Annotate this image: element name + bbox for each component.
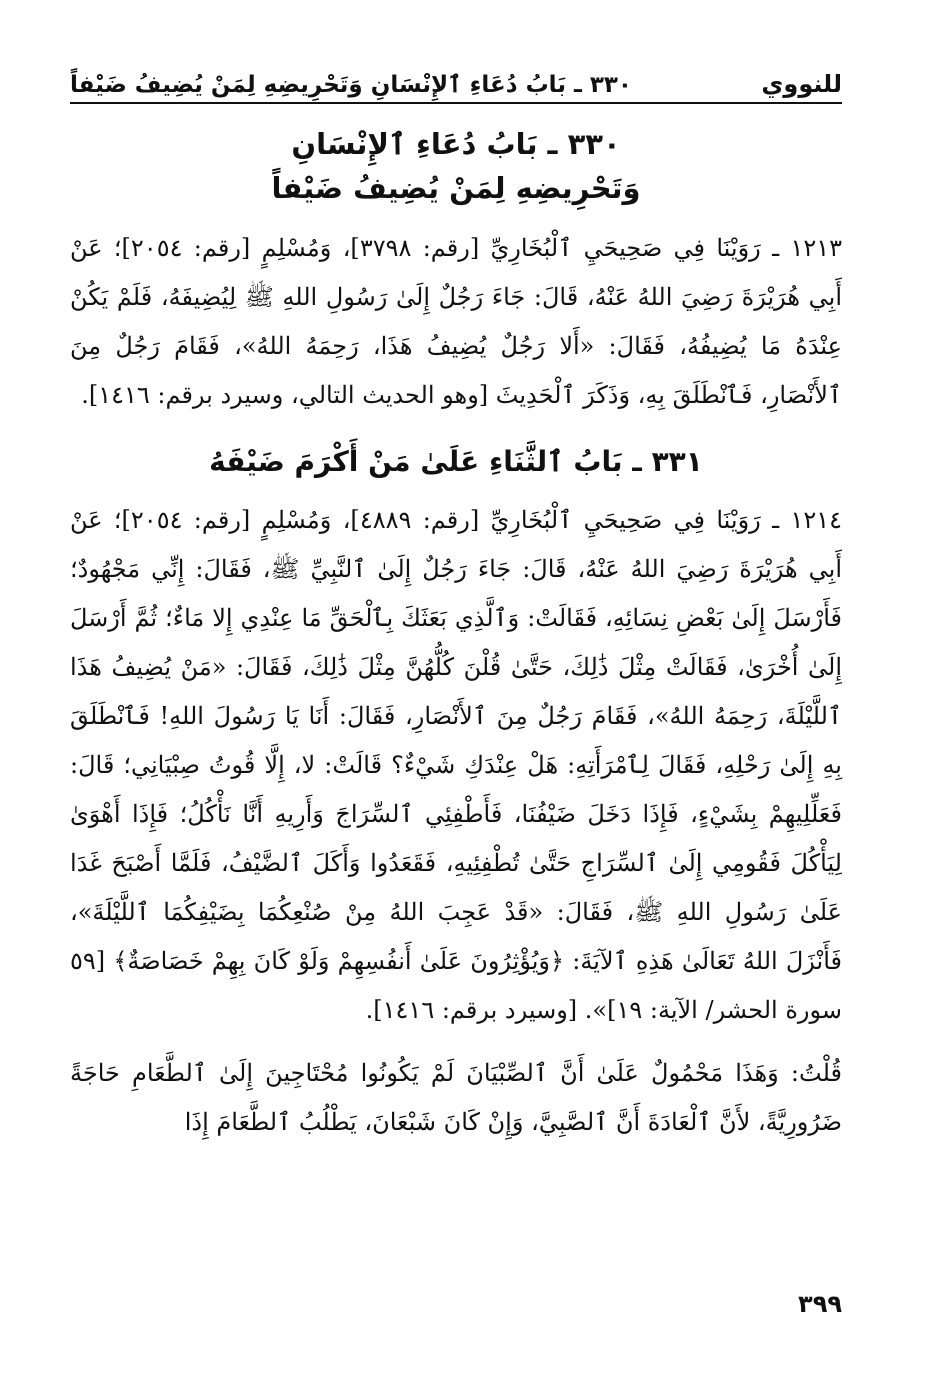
section-330-title-line2: وَتَحْرِيضِهِ لِمَنْ يُضِيفُ ضَيْفاً — [271, 171, 641, 205]
chapter-title: ٣٣٠ ـ بَابُ دُعَاءِ ٱلإِنْسَانِ وَتَحْرِيضِهِ لِمَنْ يُضِيفُ ضَيْفاً — [70, 72, 632, 98]
section-331-heading — [70, 440, 842, 484]
hadith-1213-paragraph: ١٢١٣ ـ رَوَيْنَا فِي صَحِيحَيِ ٱلْبُخَارِيِّ [رقم: ٣٧٩٨]، وَمُسْلِمٍ [رقم: ٢٠٥٤]؛ عَنْ أَبِي هُرَيْرَةَ رَضِيَ اللهُ عَنْهُ، قَالَ: جَاءَ رَجُلٌ إِلَىٰ رَسُولِ اللهِ ﷺ لِيُضِيفَهُ، فَلَمْ يَكُنْ عِنْدَهُ مَا يُضِيفُهُ، فَقَالَ: «أَلا رَجُلٌ يُضِيفُ هَذَا، رَحِمَهُ اللهُ»، فَقَامَ رَجُلٌ مِنَ ٱلأَنْصَارِ، فَٱنْطَلَقَ بِهِ، وَذَكَرَ ٱلْحَدِيثَ [وهو الحديث التالي، وسيرد برقم: ١٤١٦]. — [70, 234, 842, 409]
book-name: للنووي — [761, 70, 842, 98]
section-330-title-line1: ٣٣٠ ـ بَابُ دُعَاءِ ٱلإِنْسَانِ — [291, 127, 621, 161]
section-330-heading — [70, 122, 842, 210]
author-note-paragraph: قُلْتُ: وَهَذَا مَحْمُولٌ عَلَىٰ أَنَّ ٱلصِّبْيَانَ لَمْ يَكُونُوا مُحْتَاجِينَ إِلَىٰ ٱلطَّعَامِ حَاجَةً ضَرُورِيَّةً، لأَنَّ ٱلْعَادَةَ أَنَّ ٱلصَّبِيَّ، وَإِنْ كَانَ شَبْعَانَ، يَطْلُبُ ٱلطَّعَامَ إِذَا — [70, 1059, 842, 1136]
running-header — [70, 50, 842, 104]
section-331-title: ٣٣١ ـ بَابُ ٱلثَّنَاءِ عَلَىٰ مَنْ أَكْرَمَ ضَيْفَهُ — [209, 445, 703, 478]
book-page — [70, 50, 842, 1350]
page-number: ٣٩٩ — [798, 1290, 842, 1318]
hadith-1214-paragraph: ١٢١٤ ـ رَوَيْنَا فِي صَحِيحَيِ ٱلْبُخَارِيِّ [رقم: ٤٨٨٩]، وَمُسْلِمٍ [رقم: ٢٠٥٤]؛ عَنْ أَبِي هُرَيْرَةَ رَضِيَ اللهُ عَنْهُ، قَالَ: جَاءَ رَجُلٌ إِلَىٰ ٱلنَّبِيِّ ﷺ، فَقَالَ: إِنِّي مَجْهُودٌ؛ فَأَرْسَلَ إِلَىٰ بَعْضِ نِسَائِهِ، فَقَالَتْ: وَٱلَّذِي بَعَثَكَ بِٱلْحَقِّ مَا عِنْدِي إِلا مَاءٌ؛ ثُمَّ أَرْسَلَ إِلَىٰ أُخْرَىٰ، فَقَالَتْ مِثْلَ ذَٰلِكَ، حَتَّىٰ قُلْنَ كُلُّهُنَّ مِثْلَ ذَٰلِكَ، فَقَالَ: «مَنْ يُضِيفُ هَذَا ٱللَّيْلَةَ، رَحِمَهُ اللهُ»، فَقَامَ رَجُلٌ مِنَ ٱلأَنْصَارِ، فَقَالَ: أَنَا يَا رَسُولَ اللهِ! فَٱنْطَلَقَ بِهِ إِلَىٰ رَحْلِهِ، فَقَالَ لِٱمْرَأَتِهِ: هَلْ عِنْدَكِ شَيْءٌ؟ قَالَتْ: لا، إِلَّا قُوتُ صِبْيَانِي؛ قَالَ: فَعَلِّلِيهِمْ بِشَيْءٍ، فَإِذَا دَخَلَ ضَيْفُنَا، فَأَطْفِئِي ٱلسِّرَاجَ وَأَرِيهِ أَنَّا نَأْكُلُ؛ فَإِذَا أَهْوَىٰ لِيَأْكُلَ فَقُومِي إِلَىٰ ٱلسِّرَاجِ حَتَّىٰ تُطْفِئِيهِ، فَقَعَدُوا وَأَكَلَ ٱلضَّيْفُ، فَلَمَّا أَصْبَحَ غَدَا عَلَىٰ رَسُولِ اللهِ ﷺ، فَقَالَ: «قَدْ عَجِبَ اللهُ مِنْ صُنْعِكُمَا بِضَيْفِكُمَا ٱللَّيْلَةَ»، فَأَنْزَلَ اللهُ تَعَالَىٰ هَذِهِ ٱلآيَةَ: ﴿وَيُؤْثِرُونَ عَلَىٰ أَنفُسِهِمْ وَلَوْ كَانَ بِهِمْ خَصَاصَةٌ﴾ [٥٩ سورة الحشر/ الآية: ١٩]». [وسيرد برقم: ١٤١٦]. — [70, 506, 843, 1024]
